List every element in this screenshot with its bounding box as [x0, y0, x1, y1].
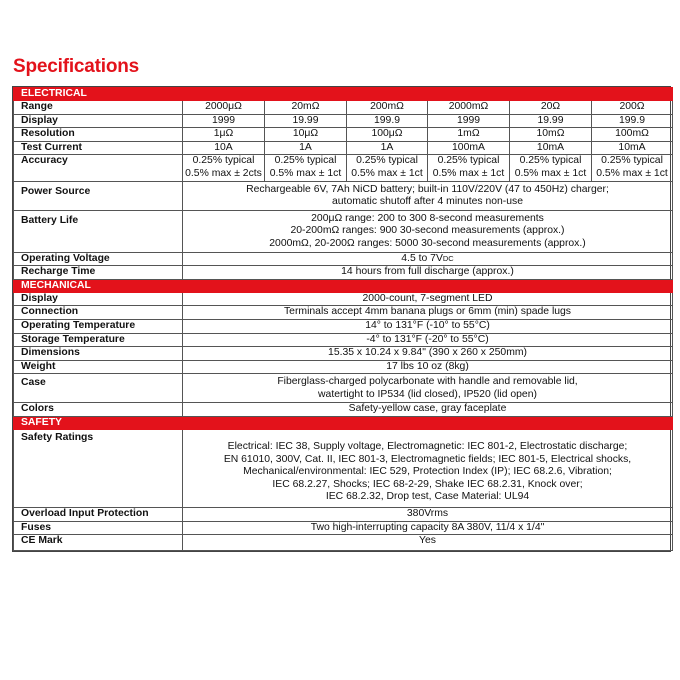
table-row-weight	[14, 360, 673, 374]
operating-voltage-value	[183, 252, 673, 266]
display-cell: 1999	[183, 114, 265, 128]
range-cell: 2000mΩ	[428, 101, 510, 115]
test-current-cell: 10mA	[592, 141, 673, 155]
table-row-ce-mark	[14, 535, 673, 551]
display-cell: 19.99	[265, 114, 347, 128]
display-cell: 199.9	[592, 114, 673, 128]
table-row-range	[14, 101, 673, 115]
row-label: CE Mark	[14, 535, 183, 551]
range-cell: 20Ω	[510, 101, 592, 115]
colors-value: Safety-yellow case, gray faceplate	[183, 403, 673, 417]
row-label: Overload Input Protection	[14, 508, 183, 522]
operating-temperature-value: 14° to 131°F (-10° to 55°C)	[183, 319, 673, 333]
test-current-cell: 10A	[183, 141, 265, 155]
accuracy-cell	[592, 155, 673, 181]
row-label: Test Current	[14, 141, 183, 155]
voltage-value: 4.5 to 7V	[401, 252, 443, 264]
value-line: IEC 68.2.32, Drop test, Case Material: UL94	[325, 491, 530, 503]
accuracy-typical: 0.25% typical	[274, 155, 337, 167]
table-row-fuses	[14, 521, 673, 535]
row-label: Recharge Time	[14, 266, 183, 280]
row-label: Accuracy	[14, 155, 183, 181]
power-source-value	[183, 181, 673, 210]
row-label: Display	[14, 114, 183, 128]
overload-value: 380Vrms	[183, 508, 673, 522]
case-value	[183, 374, 673, 403]
row-label: Range	[14, 101, 183, 115]
value-line: automatic shutoff after 4 minutes non-use	[332, 196, 523, 208]
value-line: Electrical: IEC 38, Supply voltage, Electromagnetic: IEC 801-2, Electrostatic discharge;	[227, 441, 628, 453]
table-row-connection	[14, 306, 673, 320]
table-row-colors	[14, 403, 673, 417]
specifications-table	[12, 86, 671, 552]
value-line: EN 61010, 300V, Cat. II, IEC 801-3, Electromagnetic fields; IEC 801-5, Electrical shocks,	[223, 453, 632, 465]
table-row-battery-life	[14, 210, 673, 252]
resolution-cell: 100mΩ	[592, 128, 673, 142]
row-label: Connection	[14, 306, 183, 320]
row-label: Operating Temperature	[14, 319, 183, 333]
battery-life-value	[183, 210, 673, 252]
table-row-display	[14, 114, 673, 128]
resolution-cell: 1μΩ	[183, 128, 265, 142]
dimensions-value: 15.35 x 10.24 x 9.84" (390 x 260 x 250mm)	[183, 347, 673, 361]
mech-display-value: 2000-count, 7-segment LED	[183, 292, 673, 306]
recharge-time-value: 14 hours from full discharge (approx.)	[183, 266, 673, 280]
test-current-cell: 1A	[265, 141, 347, 155]
accuracy-cell	[428, 155, 510, 181]
accuracy-cell	[265, 155, 347, 181]
range-cell: 200mΩ	[347, 101, 428, 115]
test-current-cell: 10mA	[510, 141, 592, 155]
range-cell: 20mΩ	[265, 101, 347, 115]
value-line: Fiberglass-charged polycarbonate with handle and removable lid,	[277, 376, 578, 388]
row-label: Operating Voltage	[14, 252, 183, 266]
accuracy-typical: 0.25% typical	[356, 155, 418, 167]
table-row-storage-temperature	[14, 333, 673, 347]
accuracy-typical: 0.25% typical	[192, 155, 255, 167]
value-line: Rechargeable 6V, 7Ah NiCD battery; built-in 110V/220V (47 to 450Hz) charger;	[246, 183, 609, 195]
value-line: IEC 68.2.27, Shocks; IEC 68-2-29, Shake IEC 68.2.31, Knock over;	[272, 478, 583, 490]
accuracy-max: 0.5% max ± 1ct	[269, 167, 342, 179]
accuracy-cell	[510, 155, 592, 181]
display-cell: 199.9	[347, 114, 428, 128]
table-row-operating-voltage	[14, 252, 673, 266]
table-row-accuracy	[14, 155, 673, 181]
test-current-cell: 100mA	[428, 141, 510, 155]
row-label: Case	[14, 374, 183, 403]
weight-value: 17 lbs 10 oz (8kg)	[183, 360, 673, 374]
section-title: MECHANICAL	[14, 279, 673, 292]
value-line: 200μΩ range: 200 to 300 8-second measurements	[311, 212, 544, 224]
voltage-unit: DC	[442, 253, 454, 263]
test-current-cell: 1A	[347, 141, 428, 155]
table-row-case	[14, 374, 673, 403]
table-row-test-current	[14, 141, 673, 155]
accuracy-typical: 0.25% typical	[437, 155, 500, 167]
resolution-cell: 10μΩ	[265, 128, 347, 142]
accuracy-cell	[183, 155, 265, 181]
table-row-safety-ratings	[14, 430, 673, 508]
row-label: Display	[14, 292, 183, 306]
row-label: Dimensions	[14, 347, 183, 361]
accuracy-max: 0.5% max ± 1ct	[596, 167, 668, 179]
row-label: Colors	[14, 403, 183, 417]
section-header-electrical	[14, 88, 673, 101]
resolution-cell: 1mΩ	[428, 128, 510, 142]
table-row-overload-protection	[14, 508, 673, 522]
page-title: Specifications	[13, 56, 140, 77]
display-cell: 1999	[428, 114, 510, 128]
section-header-mechanical	[14, 279, 673, 292]
value-line: 20-200mΩ ranges: 900 30-second measurements (approx.)	[290, 225, 565, 237]
section-title: SAFETY	[14, 417, 673, 430]
table-row-resolution	[14, 128, 673, 142]
accuracy-typical: 0.25% typical	[601, 155, 663, 167]
ce-mark-value: Yes	[183, 535, 673, 551]
section-header-safety	[14, 417, 673, 430]
resolution-cell: 100μΩ	[347, 128, 428, 142]
fuses-value: Two high-interrupting capacity 8A 380V, 11/4 x 1/4"	[183, 521, 673, 535]
safety-ratings-value	[183, 430, 673, 508]
range-cell: 200Ω	[592, 101, 673, 115]
storage-temperature-value: -4° to 131°F (-20° to 55°C)	[183, 333, 673, 347]
table-row-dimensions	[14, 347, 673, 361]
value-line: Mechanical/environmental: IEC 529, Protection Index (IP); IEC 68.2.6, Vibration;	[243, 466, 612, 478]
table-row-power-source	[14, 181, 673, 210]
table-row-recharge-time	[14, 266, 673, 280]
table-row-operating-temperature	[14, 319, 673, 333]
row-label: Fuses	[14, 521, 183, 535]
accuracy-max: 0.5% max ± 1ct	[514, 167, 587, 179]
accuracy-max: 0.5% max ± 1ct	[351, 167, 423, 179]
value-line: 2000mΩ, 20-200Ω ranges: 5000 30-second measurements (approx.)	[269, 237, 586, 249]
resolution-cell: 10mΩ	[510, 128, 592, 142]
display-cell: 19.99	[510, 114, 592, 128]
section-title: ELECTRICAL	[14, 88, 673, 101]
accuracy-typical: 0.25% typical	[519, 155, 582, 167]
connection-value: Terminals accept 4mm banana plugs or 6mm (min) spade lugs	[183, 306, 673, 320]
range-cell: 2000μΩ	[183, 101, 265, 115]
table-row-mech-display	[14, 292, 673, 306]
accuracy-max: 0.5% max ± 1ct	[432, 167, 505, 179]
row-label: Resolution	[14, 128, 183, 142]
row-label: Weight	[14, 360, 183, 374]
accuracy-max: 0.5% max ± 2cts	[185, 167, 262, 179]
row-label: Battery Life	[14, 210, 183, 252]
accuracy-cell	[347, 155, 428, 181]
value-line: watertight to IP534 (lid closed), IP520 (lid open)	[318, 388, 537, 400]
row-label: Safety Ratings	[14, 430, 183, 508]
row-label: Power Source	[14, 181, 183, 210]
row-label: Storage Temperature	[14, 333, 183, 347]
